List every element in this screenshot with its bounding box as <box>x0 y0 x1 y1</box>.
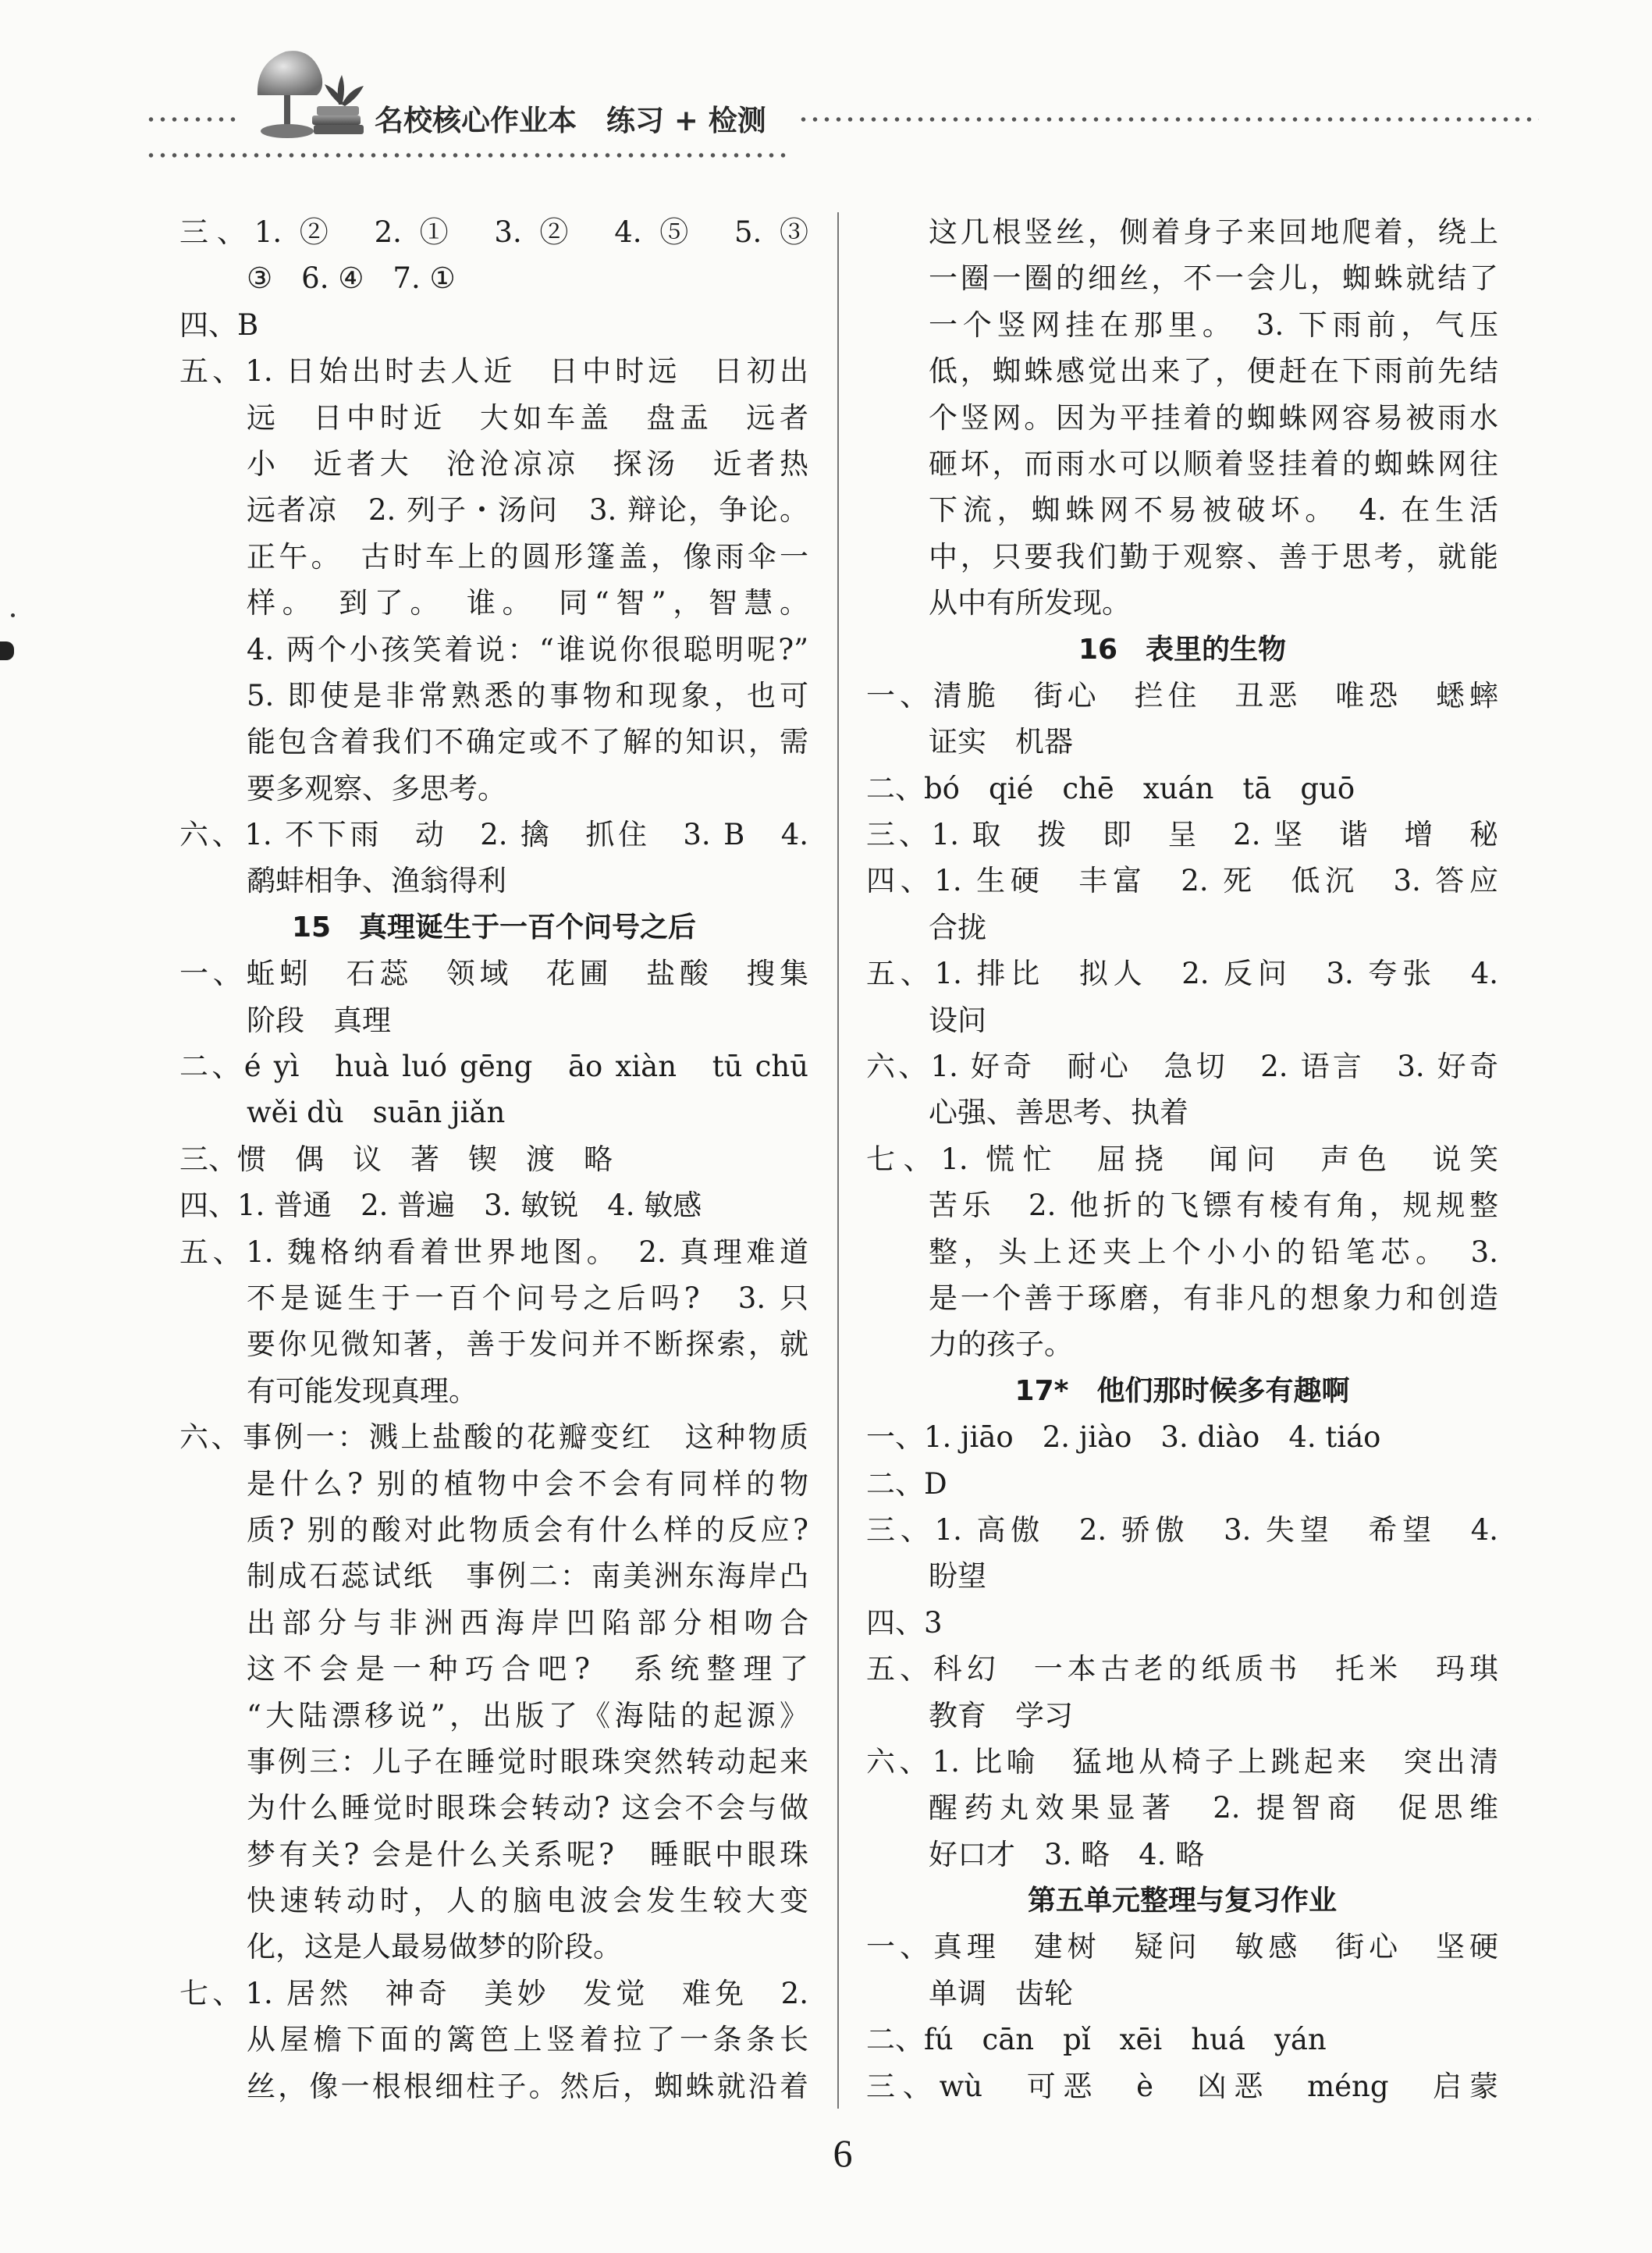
lesson-heading: 16 表里的生物 <box>1078 633 1287 666</box>
answer-line: 六、1. 比喻 猛地从椅子上跳起来 突出清 <box>866 1744 1498 1779</box>
header-dots-bottom <box>145 150 790 161</box>
answer-line: 从屋檐下面的篱笆上竖着拉了一条条长 <box>247 2023 808 2057</box>
answer-line: 七、1. 居然 神奇 美妙 发觉 难免 2. <box>179 1976 808 2010</box>
answer-line: 质? 别的酸对此物质会有什么样的反应? <box>247 1512 808 1547</box>
answer-line: 化，这是人最易做梦的阶段。 <box>247 1930 622 1964</box>
answer-line: 二、fú cān pǐ xēi huá yán <box>866 2023 1327 2057</box>
answer-line: wěi dù suān jiǎn <box>247 1096 506 1130</box>
answer-line: 快速转动时，人的脑电波会发生较大变 <box>247 1884 808 1918</box>
answer-line: 五、1. 排比 拟人 2. 反问 3. 夸张 4. <box>866 957 1498 991</box>
answer-line: 要多观察、多思考。 <box>247 771 506 805</box>
page-number: 6 <box>833 2131 853 2175</box>
answer-line: 能包含着我们不确定或不了解的知识，需 <box>247 725 808 759</box>
answer-line: 出部分与非洲西海岸凹陷部分相吻合 <box>247 1605 808 1640</box>
books-icon <box>312 106 364 134</box>
answer-line: 苦乐 2. 他折的飞镖有棱有角，规规整 <box>929 1189 1498 1223</box>
answer-line: 不是诞生于一百个问号之后吗? 3. 只 <box>247 1281 808 1315</box>
answer-line: 单调 齿轮 <box>929 1976 1073 2010</box>
answer-line: 教育 学习 <box>929 1698 1073 1732</box>
answer-line: 个竖网。因为平挂着的蜘蛛网容易被雨水 <box>929 400 1498 435</box>
answer-line: 这几根竖丝，侧着身子来回地爬着，绕上 <box>929 215 1498 249</box>
answer-line: 一圈一圈的细丝，不一会儿，蜘蛛就结了 <box>929 261 1498 296</box>
answer-line: 小 近者大 沧沧凉凉 探汤 近者热 <box>247 446 808 481</box>
answer-line: 三、1. 高傲 2. 骄傲 3. 失望 希望 4. <box>866 1512 1498 1547</box>
answer-line: 丝，像一根根细柱子。然后，蜘蛛就沿着 <box>247 2069 808 2103</box>
answer-line: 事例三：儿子在睡觉时眼珠突然转动起来 <box>247 1744 808 1779</box>
answer-line: 五、1. 魏格纳看着世界地图。 2. 真理难道 <box>179 1235 808 1269</box>
book-series-title: 名校核心作业本 <box>375 104 577 137</box>
answer-line: 好口才 3. 略 4. 略 <box>929 1837 1205 1871</box>
answer-line: 样。 到了。 谁。 同“智”，智慧。 <box>247 586 808 620</box>
answer-line: 要你见微知著，善于发问并不断探索，就 <box>247 1327 808 1362</box>
answer-line: 整，头上还夹上个小小的铅笔芯。 3. <box>929 1235 1498 1269</box>
answer-line: 五、1. 日始出时去人近 日中时远 日初出 <box>179 354 808 389</box>
answer-line: 三、惯 偶 议 著 锲 渡 略 <box>179 1142 613 1176</box>
answer-line: 阶段 真理 <box>247 1003 391 1037</box>
answer-line: 一、1. jiāo 2. jiào 3. diào 4. tiáo <box>866 1420 1381 1455</box>
column-divider <box>837 212 839 2109</box>
answer-line: 一、真理 建树 疑问 敏感 街心 坚硬 <box>866 1930 1498 1964</box>
answer-line: 心强、善思考、执着 <box>929 1096 1188 1130</box>
answer-line: 有可能发现真理。 <box>247 1373 478 1408</box>
answer-line: 四、3 <box>866 1605 943 1640</box>
answer-line: 低，蜘蛛感觉出来了，便赶在下雨前先结 <box>929 354 1498 389</box>
answer-line: 鹬蚌相争、渔翁得利 <box>247 864 506 898</box>
answer-line: 为什么睡觉时眼珠会转动? 这会不会与做 <box>247 1791 808 1825</box>
answer-line: 一、清脆 街心 拦住 丑恶 唯恐 蟋蟀 <box>866 678 1498 713</box>
answer-line: ③ 6. ④ 7. ① <box>247 261 456 296</box>
answer-line: 中，只要我们勤于观察、善于思考，就能 <box>929 539 1498 574</box>
answer-line: 从中有所发现。 <box>929 586 1131 620</box>
answer-line: 正午。 古时车上的圆形篷盖，像雨伞一 <box>247 539 808 574</box>
answer-line: 5. 即使是非常熟悉的事物和现象，也可 <box>247 678 808 713</box>
page-header <box>0 0 1652 172</box>
scan-mark <box>0 641 14 660</box>
answer-line: 四、B <box>179 307 259 342</box>
lesson-heading: 15 真理诞生于一百个问号之后 <box>291 911 697 943</box>
answer-line: “大陆漂移说”，出版了《海陆的起源》 <box>247 1698 808 1732</box>
answer-line: 4. 两个小孩笑着说：“谁说你很聪明呢?” <box>247 632 808 666</box>
answer-line: 六、事例一：溅上盐酸的花瓣变红 这种物质 <box>179 1420 808 1455</box>
answer-line: 盼望 <box>929 1559 986 1594</box>
answer-line: 砸坏，而雨水可以顺着竖挂着的蜘蛛网往 <box>929 446 1498 481</box>
section-heading: 第五单元整理与复习作业 <box>1027 1885 1337 1917</box>
answer-line: 四、1. 生硬 丰富 2. 死 低沉 3. 答应 <box>866 864 1498 898</box>
answer-line: 六、1. 不下雨 动 2. 擒 抓住 3. B 4. <box>179 818 808 852</box>
answer-line: 七、1. 慌忙 屈挠 闻问 声色 说笑 <box>866 1142 1498 1176</box>
desk-lamp-icon <box>240 41 373 146</box>
book-subtitle: 练习 + 检测 <box>606 104 766 137</box>
answer-line: 下流，蜘蛛网不易被破坏。 4. 在生活 <box>929 493 1498 528</box>
answer-line: 合拢 <box>929 910 986 944</box>
answer-line: 远 日中时近 大如车盖 盘盂 远者 <box>247 400 808 435</box>
answer-line: 三、wù 可恶 è 凶恶 méng 启蒙 <box>866 2069 1498 2103</box>
answer-line: 制成石蕊试纸 事例二：南美洲东海岸凸 <box>247 1559 808 1594</box>
left-column <box>179 209 808 2109</box>
answer-line: 是什么? 别的植物中会不会有同样的物 <box>247 1466 808 1501</box>
answer-line: 醒药丸效果显著 2. 提智商 促思维 <box>929 1791 1498 1825</box>
answer-line: 梦有关? 会是什么关系呢? 睡眠中眼珠 <box>247 1837 808 1871</box>
answer-line: 证实 机器 <box>929 725 1073 759</box>
answer-line: 二、D <box>866 1466 947 1501</box>
answer-line: 一个竖网挂在那里。 3. 下雨前，气压 <box>929 307 1498 342</box>
answer-line: 二、é yì huà luó gēng āo xiàn tū chū <box>179 1050 808 1084</box>
plant-icon <box>325 75 364 106</box>
answer-line: 五、科幻 一本古老的纸质书 托米 玛琪 <box>866 1652 1498 1686</box>
scan-mark <box>11 613 15 617</box>
answer-line: 这不会是一种巧合吧? 系统整理了 <box>247 1652 808 1686</box>
answer-line: 六、1. 好奇 耐心 急切 2. 语言 3. 好奇 <box>866 1050 1498 1084</box>
answer-line: 远者凉 2. 列子・汤问 3. 辩论，争论。 <box>247 493 808 528</box>
header-title <box>375 97 766 139</box>
header-dots-right <box>798 114 1539 125</box>
answer-line: 四、1. 普通 2. 普遍 3. 敏锐 4. 敏感 <box>179 1189 702 1223</box>
lesson-heading: 17* 他们那时候多有趣啊 <box>1014 1374 1350 1407</box>
answer-line: 是一个善于琢磨，有非凡的想象力和创造 <box>929 1281 1498 1315</box>
right-column <box>866 209 1498 2109</box>
header-dots-left <box>145 114 239 125</box>
answer-line: 三、1. 取 拨 即 呈 2. 坚 谐 增 秘 <box>866 818 1498 852</box>
answer-line: 三、1. ② 2. ① 3. ② 4. ⑤ 5. ③ <box>179 215 808 249</box>
answer-line: 力的孩子。 <box>929 1327 1073 1362</box>
answer-line: 一、蚯蚓 石蕊 领域 花圃 盐酸 搜集 <box>179 957 808 991</box>
answer-line: 设问 <box>929 1003 986 1037</box>
answer-line: 二、bó qié chē xuán tā guō <box>866 771 1355 805</box>
